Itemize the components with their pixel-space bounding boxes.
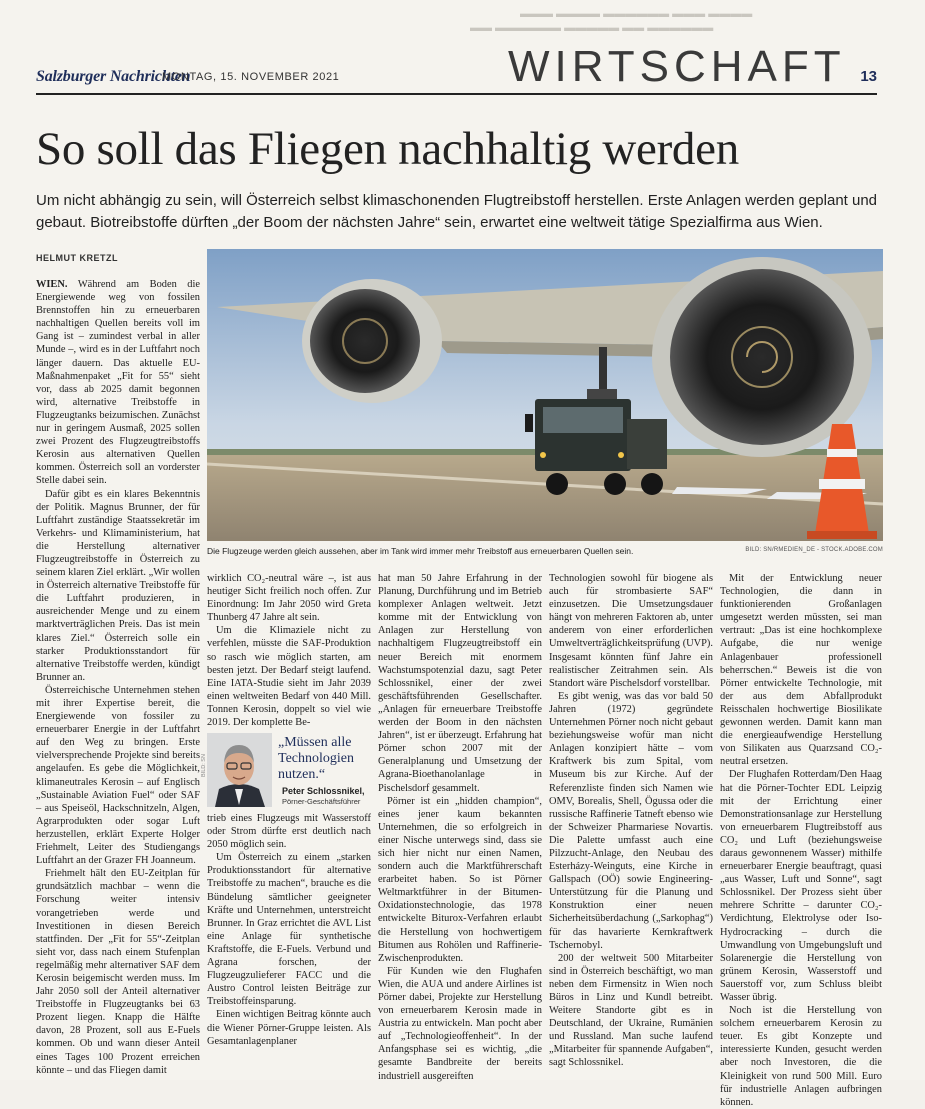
person-portrait-image: [207, 733, 272, 807]
byline: HELMUT KRETZL: [36, 253, 118, 263]
section-title: WIRTSCHAFT: [508, 42, 846, 91]
paragraph: Pörner ist ein „hidden champion“, eines jener kaum bekannten Unternehmen, die so erfolgreich in einer Nische unterwegs sind, dass sie sich hier nicht nur einen Namen, sondern auch die Marktführerschaft erarbeitet haben. So ist Pörner Weltmarktführer in der Bitumen-Oxidationstechnologie, das 1978 entwickelte Biturox-Verfahren erlaubt die Herstellung von hochwertigem Bitumen aus Rohölen und Raffinerie-Zwischenprodukten.: [378, 795, 542, 964]
issue-date: MONTAG, 15. NOVEMBER 2021: [162, 71, 340, 83]
paragraph: Der Flughafen Rotterdam/Den Haag hat die Pörner-Tochter EDL Leipzig mit der Errichtung einer Demonstrationsanlage zur Herstellung von erneuerbarem Flugtreibstoff aus CO₂ und Luft (beziehungsweise daraus gewonnenem Wasser) mithilfe erneuerbarer Energie beauftragt, quasi „aus Wasser, Luft und Sonne“, sagt Schlossnikel. Der Prozess sieht über mehrere Schritte – darunter CO₂-Verdichtung, Elektrolyse oder Iso-Hydrocracking – durch die Umwandlung von Umgebungsluft und Solarenergie die Herstellung von grünem Kerosin, Wasserstoff und Sauerstoff vor, zum Schluss bleibt Wasser übrig.: [720, 769, 882, 1003]
paragraph: Technologien sowohl für biogene als auch für strombasierte SAF“ einzusetzen. Die Umsetzungsdauer hängt von mehreren Faktoren ab, unter anderem von einer erforderlichen Umweltverträglichkeitsprüfung (UVP). Insgesamt könnten fünf Jahre ein realistischer Zeitrahmen sein. Als Standort wäre Pischelsdorf vorstellbar.: [549, 573, 713, 689]
article-column-2-top: [207, 572, 371, 729]
article-headline: So soll das Fliegen nachhaltig werden: [36, 123, 739, 175]
article-column-2-bottom: [207, 812, 371, 1074]
bleed-through-text: ▬▬▬ ▬▬▬▬ ▬▬▬▬▬▬ ▬▬▬ ▬▬▬▬ ▬▬ ▬▬▬▬▬▬ ▬▬▬▬▬ ▬▬ ▬▬▬▬▬▬: [470, 8, 753, 34]
article-column-1: [36, 278, 200, 1076]
page-header: [36, 42, 877, 92]
article-column-4: [549, 572, 713, 1075]
paragraph: Um die Klimaziele nicht zu verfehlen, müsste die SAF-Produktion so rasch wie möglich starten, am besten jetzt. Der Bedarf steigt laufend. Eine IATA-Studie sieht im Jahr 2039 einen weltweiten Bedarf von 440 Mill. Tonnen Kerosin, doppelt so viel wie 2019. Der komplette Be-: [207, 625, 371, 729]
article-standfirst: Um nicht abhängig zu sein, will Österreich selbst klimaschonenden Flugtreibstoff herstellen. Erste Anlagen werden geplant und gebaut. Biotreibstoffe dürften „der Boom der nächsten Jahre“ sein, erwartet eine weltweit tätige Spezialfirma aus Wien.: [36, 192, 878, 231]
photo-caption: [207, 546, 883, 556]
article-column-3: [378, 572, 542, 1082]
paragraph: Für Kunden wie den Flughafen Wien, die AUA und andere Airlines ist Pörner dabei, Projekte zur Herstellung von erneuerbarem Kerosin made in Austria zu entwickeln. Man pocht aber auf „Technologieoffenheit“. In der Anfangsphase sei es wichtig, „die gesamte Bandbreite der bereits industriell ausgereiften: [378, 965, 542, 1082]
paragraph: wirklich CO₂-neutral wäre –, ist aus heutiger Sicht freilich noch offen. Zur Einordnung: Im Jahr 2050 wird Greta Thunberg 47 Jahre alt sein.: [207, 573, 371, 624]
portrait-credit: BILD: SN: [201, 754, 207, 777]
paragraph: trieb eines Flugzeugs mit Wasserstoff oder Strom dürfte erst deutlich nach 2050 möglich sein.: [207, 813, 371, 851]
paragraph: Mit der Entwicklung neuer Technologien, die dann in funktionierenden Großanlagen umgesetzt werden müssten, sei man vertraut: „Das ist eine hochkomplexe Aufgabe, die nur wenige Anlagenbauer professionell beherrschen.“ Beweis ist die von Pörner entwickelte Technologie, mit der aus dem Abfallprodukt Reisschalen hochwertige Biosilikate gewonnen werden. Damit kann man die energieaufwendige Herstellung von Silikaten aus Quarzsand CO₂-neutral ersetzen.: [720, 573, 882, 768]
pull-quote-box: [201, 733, 371, 807]
masthead-logo: Salzburger Nachrichten: [36, 68, 191, 85]
article-column-5: [720, 572, 882, 1108]
paragraph: Einen wichtigen Beitrag könnte auch die Wiener Pörner-Gruppe leisten. Als Gesamtanlagenplaner: [207, 1009, 371, 1047]
quote-speaker-role: Pörner-Geschäftsführer: [282, 797, 361, 806]
dateline-location: WIEN.: [36, 279, 68, 290]
header-rule: [36, 93, 877, 95]
article-photo: [207, 249, 883, 541]
paragraph: hat man 50 Jahre Erfahrung in der Planung, Durchführung und im Betrieb komplexer Anlagen weltweit. Jetzt komme mit der Entwicklung von Anlagen zur Herstellung von nachhaltigem Flugzeugtreibstoff ein neuer Bereich mit enormem Wachstumspotenzial dazu, sagt Peter Schlossnikel, einer der zwei geschäftsführenden Gesellschafter. „Anlagen für erneuerbare Treibstoffe werden der Boom in den nächsten Jahren“, ist er überzeugt. Erfahrung hat Pörner schon 2007 mit der Generalplanung und Umsetzung der Agrana-Bioethanolanlage in Pischelsdorf gesammelt.: [378, 573, 542, 794]
quote-speaker-name: Peter Schlossnikel,: [282, 786, 365, 796]
paragraph: Noch ist die Herstellung von solchem erneuerbarem Kerosin zu teuer. Es gibt Konzepte und interessierte Kunden, gesucht werden aber noch Investoren, die die Kleinigkeit von rund 500 Mill. Euro für industrielle Anlagen aufbringen können.: [720, 1005, 882, 1108]
page-number: 13: [860, 68, 877, 85]
airplane-fuel-truck-image: [207, 249, 883, 541]
photo-credit: BILD: SN/RMEDIEN_DE - STOCK.ADOBE.COM: [745, 547, 883, 553]
portrait-photo: [207, 733, 272, 807]
paragraph: Es gibt wenig, was das vor bald 50 Jahren (1972) gegründete Unternehmen Pörner noch nicht gebaut beziehungsweise wofür man nicht Anlagen konzipiert hätte – vom Kraftwerk bis zum Spital, vom Museum bis zur Kirche. Auf der Referenzliste finden sich Namen wie OMV, Borealis, Shell, Ögussa oder die russische Raffinerie Tatneft ebenso wie der Schweizer Pharmariese Novartis. Die Palette umfasst auch eine Pilzzucht-Anlage, den Neubau des Esterházy-Weinguts, eine Kirche in Gallspach (OÖ) sowie Engineering-Unterstützung für die Planung und Konstruktion einer neuen Sicherheitsüberdachung („Sarkophag“) für das havarierte Kernkraftwerk Tschernobyl.: [549, 690, 713, 951]
paragraph: WIEN. Während am Boden die Energiewende weg von fossilen Brennstoffen hin zu erneuerbaren nachhaltigen Quellen bereits voll im Gang ist – zumindest verbal in aller Munde –, wird es in der Luftfahrt noch länger dauern. Das aktuelle EU-Maßnahmenpaket „Fit for 55“ sieht vor, dass ab 2025 damit begonnen wird, alternative Treibstoffe in Flugzeugtanks beizumischen. Zunächst nur in geringem Ausmaß, 2025 sollen zwei Prozent des Flugzeugtreibstoffs Kerosin aus alternativen Quellen kommen. Österreich soll an vorderster Stelle dabei sein.: [36, 279, 200, 487]
paragraph: Österreichische Unternehmen stehen mit ihrer Expertise bereit, die Energiewende von fossiler zu erneuerbarer Energie in der Luftfahrt auf den Weg zu bringen. Erste vielversprechende Projekte sind bereits angelaufen. Es gebe die Möglichkeit, klimaneutrales Kerosin – auf Englisch „Sustainable Aviation Fuel“ oder SAF – aus Speiseöl, Hackschnitzeln, Algen, Agrarprodukten oder sogar Luft herzustellen, erklärt Experte Holger Friehmelt, Leiter des Studiengangs Luftfahrt an der Grazer FH Joanneum.: [36, 684, 200, 867]
paragraph: Um Österreich zu einem „starken Produktionsstandort für alternative Treibstoffe zu machen“, brauche es die Bündelung sämtlicher geeigneter Kräfte und Unternehmen, unterstreicht Brunner. In Graz errichtet die AVL List eine Anlage für synthetische Kraftstoffe, die E-Fuels. Verbund und Agrana forschen, der Flugzeugzulieferer FACC und die Austro Control leisten Beiträge zur Treibstoffeinsparung.: [207, 852, 371, 1008]
paragraph: Dafür gibt es ein klares Bekenntnis der Politik. Magnus Brunner, der für Luftfahrt zuständige Staatssekretär im Verkehrs- und Klimaministerium, hat die Herstellung alternativer Flugzeugtreibstoffe in Österreich zu seinem klaren Ziel erklärt. „Wir wollen in Österreich alternative Treibstoffe für die Luftfahrt produzieren, in ausreichender Menge und zu einem marktverträglichen Preis. Das ist mein klares Ziel.“ Österreich solle ein starker Produktionsstandort für alternative Treibstoffe werden, kündigt Brunner an.: [36, 488, 200, 683]
paragraph: 200 der weltweit 500 Mitarbeiter sind in Österreich beschäftigt, wo man neben dem Firmensitz in Wien noch Büros in Linz und Kundl betreibt. Weitere Standorte gibt es in Deutschland, der Ukraine, Rumänien und Russland. Man suche laufend „Mitarbeiter für spannende Aufgaben“, sagt Schlossnikel.: [549, 952, 713, 1069]
paragraph: Friehmelt hält den EU-Zeitplan für grundsätzlich machbar – wenn die Forschung weiter intensiv vorangetrieben werde und Investitionen in diesen Bereich stattfinden. Der „Fit for 55“-Zeitplan sieht vor, dass nach einem Stufenplan regelmäßig mehr alternativer SAF dem Kerosin beigemischt werden muss. Im Jahr 2050 soll der Anteil alternativer Treibstoffe in Flugzeugtanks bei 63 Prozent liegen. Knapp die Hälfte davon, 28 Prozent, soll aus E-Fuels kommen. Ob und wann dieser Anteil eines Tages 100 Prozent erreichen könnte – und das Fliegen damit: [36, 868, 200, 1076]
pull-quote-text: „Müssen alle Technologien nutzen.“: [278, 735, 354, 782]
caption-text: Die Flugzeuge werden gleich aussehen, aber im Tank wird immer mehr Treibstoff aus erneuerbaren Quellen sein.: [207, 546, 634, 556]
